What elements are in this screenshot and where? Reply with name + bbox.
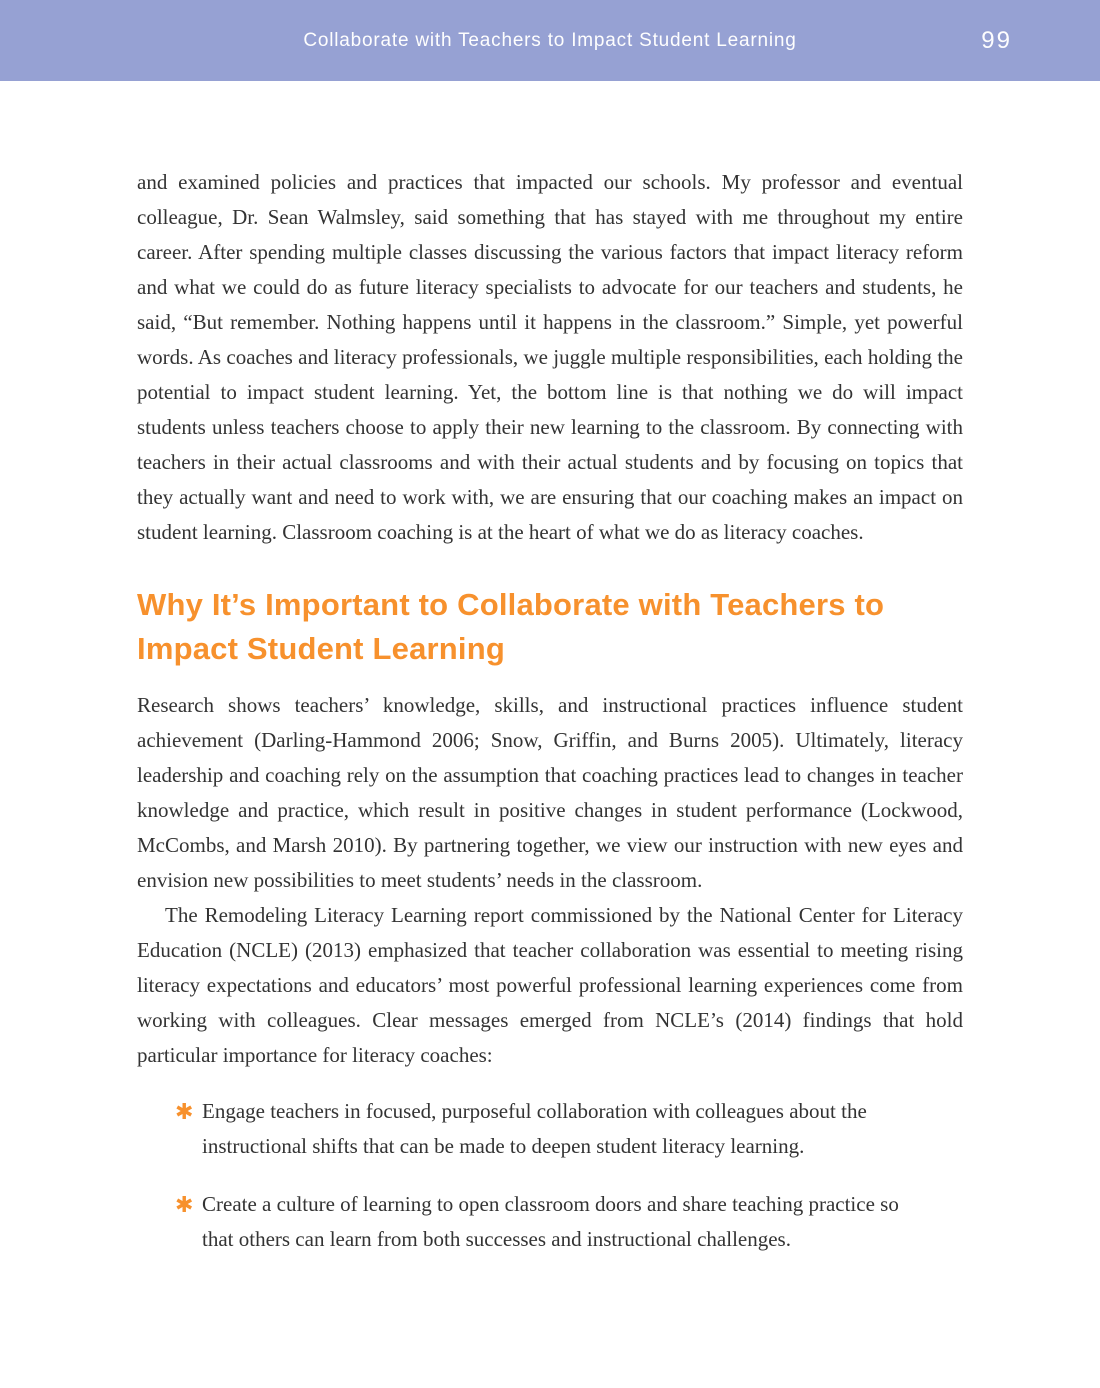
running-head-title: Collaborate with Teachers to Impact Student Learning — [303, 29, 797, 51]
section-heading: Why It’s Important to Collaborate with Teachers to Impact Student Learning — [137, 587, 885, 666]
paragraph-ncle-report: The Remodeling Literacy Learning report commissioned by the National Center for Literacy Education (NCLE) (2013) emphasized that teacher collaboration was essential to meeting rising literacy expectations and educators’ most powerful professional learning experiences come from working with colleagues. Clear messages emerged from NCLE’s (2014) findings that hold particular importance for literacy coaches: — [137, 903, 963, 1067]
asterisk-bullet-icon: ✱ — [175, 1192, 194, 1217]
bullet-text-create-culture: Create a culture of learning to open classroom doors and share teaching practice so that others can learn from both successes and instructional challenges. — [202, 1192, 899, 1251]
bullet-text-engage-teachers: Engage teachers in focused, purposeful collaboration with colleagues about the instructional shifts that can be made to deepen student literacy learning. — [202, 1099, 867, 1158]
list-item — [137, 1094, 963, 1164]
page-number: 99 — [981, 26, 1012, 54]
paragraph-research: Research shows teachers’ knowledge, skills, and instructional practices influence student achievement (Darling-Hammond 2006; Snow, Griffin, and Burns 2005). Ultimately, literacy leadership and coaching rely on the assumption that coaching practices lead to changes in teacher knowledge and practice, which result in positive changes in student performance (Lockwood, McCombs, and Marsh 2010). By partnering together, we view our instruction with new eyes and envision new possibilities to meet students’ needs in the classroom. — [137, 693, 963, 892]
list-item — [137, 1187, 963, 1257]
asterisk-bullet-icon: ✱ — [175, 1099, 194, 1124]
paragraph-intro: and examined policies and practices that impacted our schools. My professor and eventual colleague, Dr. Sean Walmsley, said something that has stayed with me throughout my entire career. After spending multiple classes discussing the various factors that impact literacy reform and what we could do as future literacy specialists to advocate for our teachers and students, he said, “But remember. Nothing happens until it happens in the classroom.” Simple, yet powerful words. As coaches and literacy professionals, we juggle multiple responsibilities, each holding the potential to impact student learning. Yet, the bottom line is that nothing we do will impact students unless teachers choose to apply their new learning to the classroom. By connecting with teachers in their actual classrooms and with their actual students and by focusing on topics that they actually want and need to work with, we are ensuring that our coaching makes an impact on student learning. Classroom coaching is at the heart of what we do as literacy coaches. — [137, 170, 963, 544]
page-content — [137, 81, 963, 1280]
chapter-header — [0, 0, 1100, 81]
bullet-list — [137, 1094, 963, 1257]
